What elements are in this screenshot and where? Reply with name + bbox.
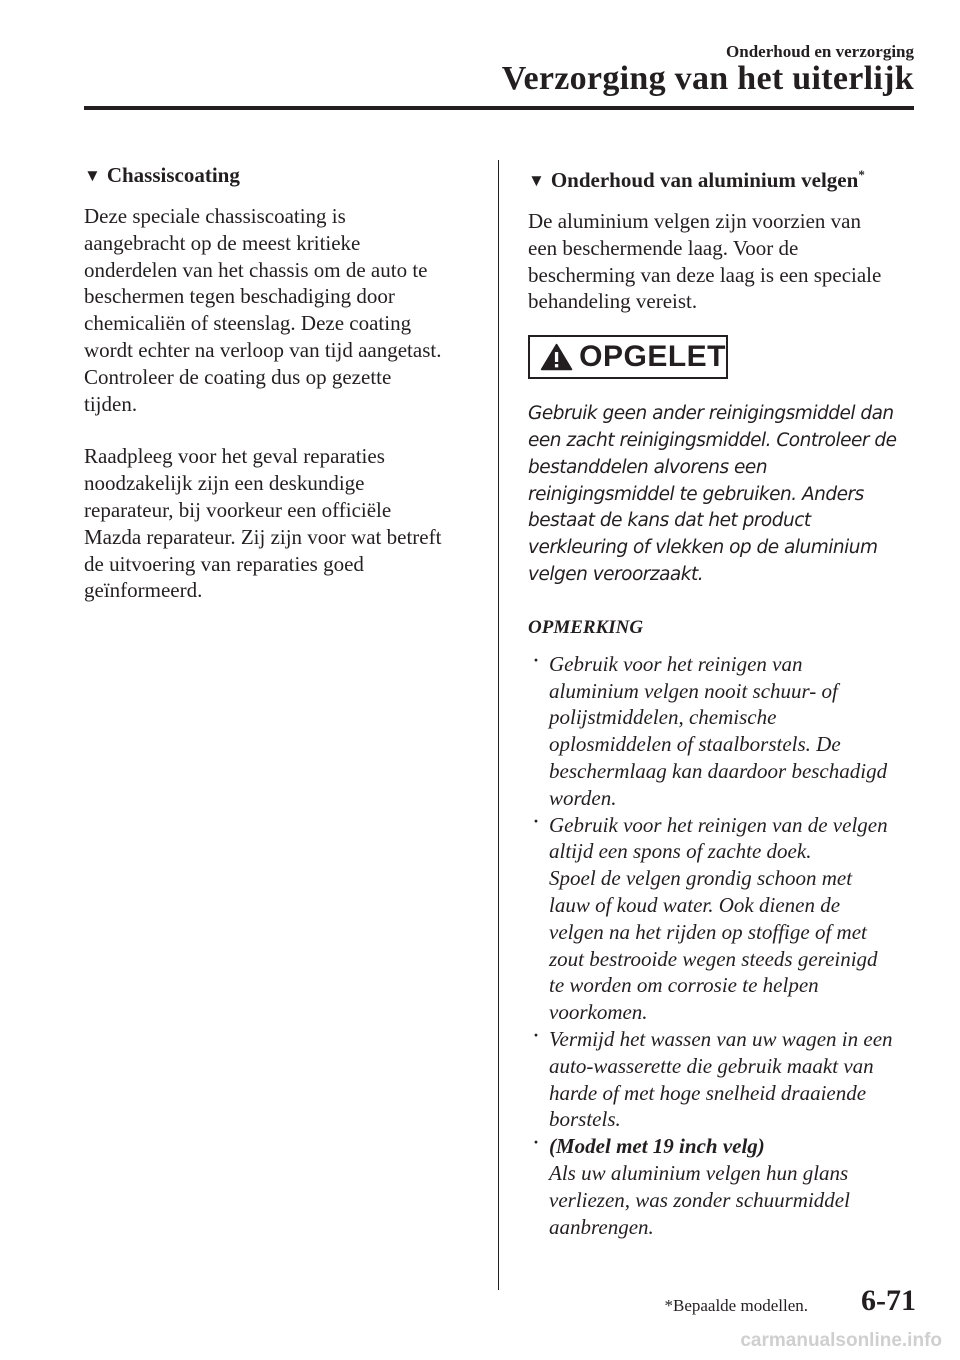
caution-text: Gebruik geen ander reinigingsmiddel dan een zacht reinigingsmiddel. Controleer de bestanddelen alvorens een reinigingsmiddel te gebruiken. Anders bestaat de kans dat het product verkleuring of vlekken op de aluminium velgen veroorzaakt. [528,403,897,585]
note-lead: (Model met 19 inch velg) [549,1134,765,1159]
chassiscoating-paragraph-2: Raadpleeg voor het geval reparaties noodzakelijk zijn een deskundige reparateur, bij voorkeur een officiële Mazda reparateur. Zij zijn voor wat betreft de uitvoering van reparaties goed geïnformeerd. [84,444,442,603]
bullet-icon: · [533,1024,540,1045]
triangle-down-icon: ▼ [84,166,101,185]
page-number: 6-71 [861,1284,916,1317]
chassiscoating-paragraph-1: Deze speciale chassiscoating is aangebracht op de meest kritieke onderdelen van het chassis om de auto te beschermen tegen beschadiging door chemicaliën of steenslag. Deze coating wordt echter na verloop van tijd aangetast. Controleer de coating dus op gezette tijden. [84,204,442,416]
note-item [528,651,928,812]
bullet-icon: · [533,649,540,670]
aluminium-velgen-paragraph: De aluminium velgen zijn voorzien van een beschermende laag. Voor de bescherming van deze laag is een speciale behandeling vereist. [528,209,882,314]
caution-box [528,335,728,379]
header-rule [84,106,914,110]
note-text: Gebruik voor het reinigen van de velgen altijd een spons of zachte doek. Spoel de velgen grondig schoon met lauw of koud water. Ook dienen de velgen na het rijden op stoffige of met zout bestrooide wegen steeds gereinigd te worden om corrosie te helpen voorkomen. [549,812,888,1025]
right-column [528,160,928,1240]
footnote-marker: * [858,167,865,182]
footnote: *Bepaalde modellen. [664,1296,808,1315]
left-column [84,160,484,604]
note-item [528,1133,928,1240]
bullet-icon: · [533,1132,540,1153]
chassiscoating-heading-text: Chassiscoating [106,163,240,187]
note-item [528,1026,928,1133]
note-text: Als uw aluminium velgen hun glans verliezen, was zonder schuurmiddel aanbrengen. [549,1160,850,1239]
page-title: Verzorging van het uiterlijk [501,60,914,97]
chassiscoating-heading [84,160,484,191]
note-item [528,812,928,1026]
note-list [528,651,928,1241]
warning-triangle-icon [540,340,573,374]
column-divider [498,160,499,1290]
aluminium-velgen-heading-text: Onderhoud van aluminium velgen [550,168,859,192]
watermark: carmanualsonline.info [740,1330,942,1351]
caution-label: OPGELET [579,340,726,374]
note-title: OPMERKING [528,616,644,638]
aluminium-velgen-heading [528,160,928,196]
header-section-label: Onderhoud en verzorging [726,42,914,61]
note-text: Vermijd het wassen van uw wagen in een auto-wasserette die gebruik maakt van harde of met hoge snelheid draaiende borstels. [549,1026,893,1132]
bullet-icon: · [533,810,540,831]
triangle-down-icon: ▼ [528,171,545,190]
note-text: Gebruik voor het reinigen van aluminium velgen nooit schuur- of polijstmiddelen, chemische oplosmiddelen of staalborstels. De beschermlaag kan daardoor beschadigd worden. [549,651,888,810]
